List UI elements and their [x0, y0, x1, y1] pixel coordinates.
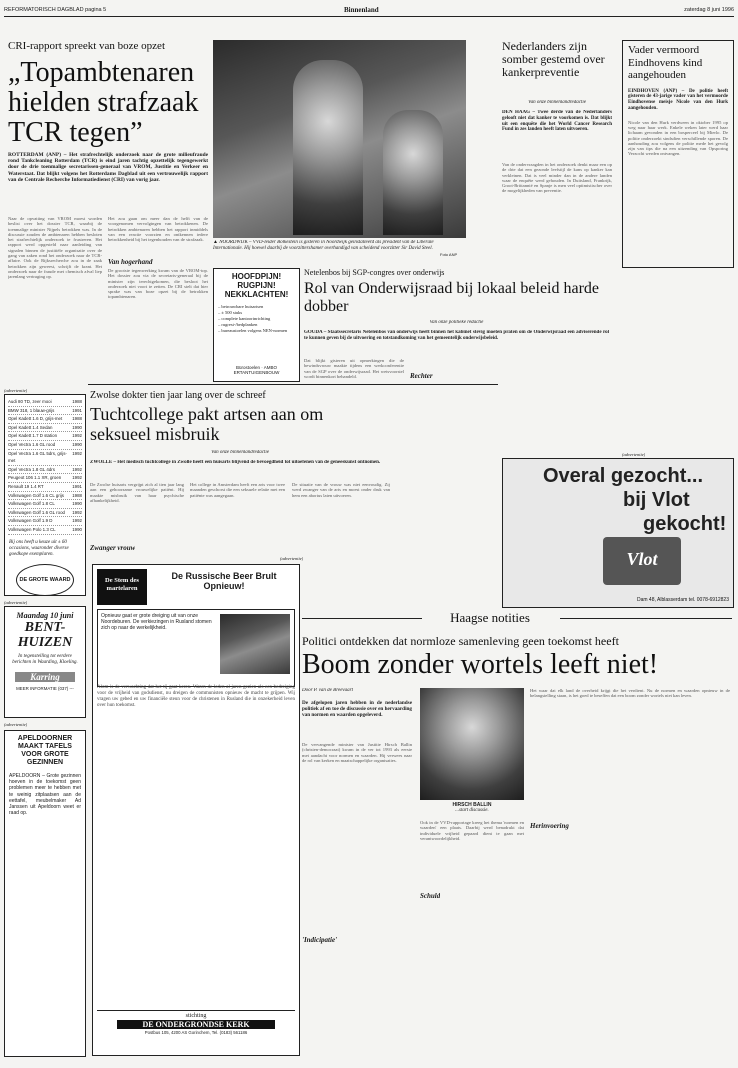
list-item: Opel Kadett 1.4 Sedan 1990	[8, 424, 82, 433]
stem-footer	[97, 1010, 295, 1051]
header-right: zaterdag 8 juni 1996	[684, 7, 734, 13]
advert-label-bent: (advertentie)	[4, 600, 28, 605]
list-item: Volkswagen Golf 1.6 CL grijs 1988	[8, 492, 82, 501]
list-item: BMW 318, 1 blauw-grijs 1991	[8, 407, 82, 416]
boom-body-col2: Ook in de VVD-rapportage kreeg het thema 'normen en waarden' een plaats. Daarbij werd benadrukt dat individuele vrijheid gepaard dient te gaan met verantwoordelijkheid.	[420, 820, 524, 841]
boom-body-col1: De vervangende minister van Justitie Hirsch Ballin (christen-democraat) kwam in de ver tot 1993 als eerste met aandacht voor normen en waarden. Hij verwees naar de rol van kerken en maatschappelijke organisaties.	[302, 742, 412, 763]
list-item: Opel Vectra 1.6 GL rood 1990	[8, 441, 82, 450]
lead-body-col2	[108, 216, 208, 256]
header-left: REFORMATORISCH DAGBLAD pagina 5	[4, 7, 107, 13]
list-item: Volkswagen Golf 1.9 D 1992	[8, 517, 82, 526]
stem-title: De Russische Beer Brult Opnieuw!	[171, 571, 277, 591]
bent-footer: MEER INFORMATIE (037) ---	[16, 686, 74, 691]
boom-caption	[420, 802, 524, 813]
apeldoorner-text: APELDOORN – Grote gezinnen hoeven in de toekomst geen problemen meer te hebben met te weinig zitplaatsen aan de eettafel, meubelmaker Ad Janssen uit Apeldoorn weet er raad op.	[9, 773, 81, 817]
boom-subhead-3: Herinvoering	[530, 822, 569, 830]
boom-kicker: Politici ontdekken dat normloze samenleving geen toekomst heeft	[302, 634, 619, 648]
vader-lead: EINDHOVEN (ANP) – De politie heeft gisteren de 43-jarige vader van het vermoorde Eindhovense meisje Nicole van den Hurk aangehouden.	[628, 88, 728, 111]
tucht-kicker: Zwolse dokter tien jaar lang over de schreef	[90, 390, 266, 401]
stem-footer-addr: Postbus 105, 4200 AS Gorinchem, Tel. (0183) 561186	[144, 1030, 248, 1035]
ad-overal-line2: bij Vlot	[623, 489, 690, 511]
ad-overal-gezocht	[502, 458, 734, 608]
stem-footer-org: stichting	[185, 1013, 207, 1019]
tucht-lead: ZWOLLE – Het medisch tuchtcollege in Zwolle heeft een huisarts blijvend de bevoegdheid tot uitoefenen van de geneeskunst ontnomen.	[90, 460, 381, 465]
lead-kicker: CRI-rapport spreekt van boze opzet	[8, 40, 165, 52]
bent-text: In tegenstelling tot eerdere berichten in Waarding, Kloeling.	[12, 654, 78, 665]
ad-overal-line1: Overal gezocht...	[543, 465, 704, 487]
list-item: Opel Vectra 1.6 GL 5drs, grijs-met 1992	[8, 450, 82, 466]
stem-tag	[97, 569, 147, 605]
ad-hoofdpijn-line: – betrouwbare huisartsen	[218, 304, 264, 309]
apeldoorner-headline: APELDOORNER MAAKT TAFELS VOOR GROTE GEZINNEN	[17, 735, 73, 766]
list-item: Renault 19 1.4 RT 1991	[8, 483, 82, 492]
lead-body-text: De grootste tegenwerking kwam van de VROM-top. Het dossier zou via de secretaris-generaal bij de minister zijn terechtgekomen, die besloot het onderzoek niet voort te zetten. De CRI stelt dat hier sprake was van boze opzet bij de betrokken topambtenaren.	[108, 268, 208, 300]
photo-figure	[383, 110, 443, 235]
bent-date: Maandag 10 juni	[16, 611, 74, 620]
occasion-note: Bij ons heeft u keuze uit ± 60 occasions, waaronder diverse goedkope exemplaren.	[9, 539, 69, 557]
boom-subhead-1: 'Indicipatie'	[302, 936, 337, 944]
vader-body: Nicole van den Hurk verdween in oktober 1995 op weg naar haar werk. Enkele weken later werd haar lichaam gevonden in een bosperceel bij Mierlo. De politie onderzoekt sindsdien verschillende sporen. De aanhouding zou volgens de politie mede het gevolg zijn van tips die na een uitzending van Opsporing Verzocht werden ontvangen.	[628, 119, 728, 157]
hirsch-ballin-photo	[420, 688, 524, 800]
vlot-package	[603, 537, 681, 585]
dealer-logo	[16, 564, 74, 596]
netelenbos-subhead: Rechter	[410, 372, 433, 380]
list-item: Opel Kadett 1.6 D, grijs-met 1988	[8, 415, 82, 424]
advert-label-overal: (advertentie)	[622, 452, 646, 457]
nederlanders-body: Van de ondervraagden in het onderzoek denkt maar een op de drie dat een gezonde leefstijl de kans op kanker kan verkleinen. Dat is veel minder dan in de andere landen waar de enquête werd gehouden. In Duitsland, Frankrijk, Groot-Brittannië en Spanje is men veel optimistischer over de mogelijkheden van preventie.	[502, 162, 612, 194]
apeldoorner-box	[4, 730, 86, 1057]
lead-body-col3	[108, 268, 208, 316]
bent-brand: Karring	[15, 672, 75, 682]
list-item: Opel Vectra 1.8 GL 4drs 1992	[8, 466, 82, 475]
tucht-byline: Van onze binnenlandredactie	[211, 450, 269, 455]
stem-footer-name: DE ONDERGRONDSE KERK	[117, 1020, 275, 1029]
dealer-name: DE GROTE WAARD	[19, 576, 71, 583]
ad-hoofdpijn-line: – complete kantoorinrichting	[218, 316, 271, 321]
lead-intro: ROTTERDAM (ANP) – Het strafrechtelijk onderzoek naar de grote milieufraude rond Tankcleaning Rotterdam (TCR) is eind jaren tachtig opzettelijk tegengewerkt door de drie toenmalige secretarissen-generaal van VROM, Justitie en Verkeer en Waterstaat. Dat blijkt volgens het Rotterdams Dagblad uit een vertrouwelijk rapport van de Centrale Recherche Informatiedienst (CRI) van vorig jaar.	[8, 152, 208, 183]
boom-subhead-2: Schuld	[420, 892, 441, 900]
lead-body-col1	[8, 216, 102, 316]
stem-body: Opnieuw gaat er grote dreiging uit van onze Noordeburen. De verkiezingen in Rusland stomen zich op naar de werkelijkheid.	[101, 613, 212, 631]
photo-caption: ▲ NOORDWIJK – VVD-leider Bolkestein is gisteren in Noordwijk geïnstalleerd als president van de Liberale Internationale. Hij hoewel daarbij de voorzittershamer overhandigd van scheidend voorzitter Sir David Steel.	[213, 240, 434, 251]
bent-title: BENT-HUIZEN	[17, 620, 73, 650]
list-item: Volkswagen Golf 1.8 CL 1990	[8, 500, 82, 509]
ad-occasions	[4, 394, 86, 596]
haagse-rule-left	[302, 618, 422, 619]
advert-label-apeld: (advertentie)	[4, 722, 28, 727]
list-item: Volkswagen Golf 1.6 GL rood 1992	[8, 509, 82, 518]
ad-hoofdpijn-footer: Bürostoelen · AMBO ERTANTUIGENBOUW	[233, 365, 280, 375]
haagse-label: Haagse notities	[450, 610, 530, 625]
nederlanders-headline: Nederlanders zijn somber gestemd over kankerpreventie	[502, 40, 605, 79]
boom-headline: Boom zonder wortels leeft niet!	[302, 650, 659, 680]
list-item: Opel Kadett 1.7 D station 1992	[8, 432, 82, 441]
lead-body-text: Het zou gaan om meer dan de helft van de voorgenomen vervolgingen van betrokkenen. De betrokken ambtenaren hebben het rapport inmiddels van een reactie voorzien en ontkennen iedere betrokkenheid bij het tegenhouden van de strafzaak.	[108, 216, 208, 243]
ad-hoofdpijn-line: – bureaustoelen volgens NEN-normen	[218, 328, 288, 333]
netelenbos-lead: GOUDA – Staatssecretaris Netelenbos van onderwijs heeft binnen het kabinet stevig moeten praten om de Onderwijsraad een adviserende rol te kunnen geven bij de uitvoering en totstandkoming van het gemeentelijk onderwijsbeleid.	[304, 330, 609, 341]
list-item: Audi 80 TD, zeer mooi 1988	[8, 398, 82, 407]
ad-hoofdpijn-line: – rugrest-/bedplanken	[218, 322, 258, 327]
tucht-subhead: Zwanger vrouw	[90, 544, 136, 552]
tucht-top-rule	[88, 384, 498, 385]
ad-overal-footer: Dam 48, Alblasserdam tel. 0078-6912823	[636, 597, 729, 603]
boom-caption-name: HIRSCH BALLIN	[452, 802, 492, 808]
tucht-headline: Tuchtcollege pakt artsen aan om seksueel misbruik	[90, 404, 324, 444]
lead-body-text: Naar de opvatting van VROM moest worden beslist over het dossier TCR, waarbij de toenmalige minister Nijpels betrokken was. In de discussie zouden de ambtenaren hebben besloten het strafrechtelijk onderzoek te frustreren. Het rapport werd opgesteld naar aanleiding van signalen binnen de justitiële organisatie over de gang van zaken rond het onderzoek naar de TCR-affaire. Ook de Rijksrecherche zou in de zaak betrokken zijn geweest, schrijft de krant. Het onderzoek naar de fraude met chemisch afval liep jarenlang vertraging op.	[8, 216, 102, 280]
boom-byline: Door P. van de Breevaart	[302, 688, 353, 693]
vader-headline: Vader vermoord Eindhovens kind aangehouden	[628, 44, 703, 81]
bolkestein-photo	[213, 40, 466, 238]
boom-lead: De afgelopen jaren hebben in de nederlandse politiek af en toe de discussie over en hervaarding van normen en waarden opgeleverd.	[302, 700, 412, 718]
ad-de-stem	[92, 564, 300, 1056]
dealer-address	[5, 596, 85, 597]
netelenbos-byline: Van onze politieke redactie	[429, 320, 484, 325]
list-item: Peugeot 106 1.1 XR, groen 1992	[8, 474, 82, 483]
tucht-body-col3: De situatie van de vrouw was niet eenvoudig. Zij werd zwanger van de arts en moest onder druk van hem een abortus laten uitvoeren.	[292, 482, 390, 498]
photo-figure	[293, 60, 363, 235]
ad-hoofdpijn-lines	[214, 302, 299, 336]
tucht-body-col1: De Zwolse huisarts vergrijpt zich al tien jaar lang aan een gehoorzame vrouwelijke patiënt. Hij maakte misbruik van haar psychische afhankelijkheid.	[90, 482, 184, 503]
ad-bent-huizen	[4, 606, 86, 718]
ad-overal-line3: gekocht!	[643, 513, 727, 535]
page-header	[4, 6, 734, 16]
stem-photo	[220, 614, 290, 674]
netelenbos-kicker: Netelenbos bij SGP-congres over onderwijs	[304, 268, 445, 277]
tucht-body-col2: Het college in Amsterdam heeft een arts voor twee maanden geschorst die een seksuele relatie met een patiënte was aangegaan.	[190, 482, 285, 498]
lead-subhead: Van hogerhand	[108, 258, 153, 266]
netelenbos-headline: Rol van Onderwijsraad bij lokaal beleid harde dobber	[304, 280, 600, 315]
haagse-rule-right	[560, 618, 732, 619]
header-center: Binnenland	[344, 6, 379, 14]
boom-body-col3: Het waar dat elk land de overheid krijgt die het verdient. Nu de normen en waarden opnieuw in de belangstelling staan, is het goed te beseffen dat een boom zonder wortels niet kan leven.	[530, 688, 730, 699]
ad-hoofdpijn	[213, 268, 300, 382]
photo-credit: Foto ANP	[440, 252, 458, 257]
boom-caption-text: ...start discussie.	[455, 808, 489, 813]
vlot-brand: Vlot	[626, 549, 658, 569]
stem-tag-text: De Stem des martelaren	[105, 577, 139, 592]
vader-box	[622, 40, 734, 268]
occasion-list	[5, 395, 85, 538]
ad-hoofdpijn-title: HOOFDPIJN! RUGPIJN! NEKKLACHTEN!	[224, 272, 289, 299]
advert-label-stem: (advertentie)	[280, 556, 304, 561]
list-item: Volkswagen Polo 1.3 CL 1990	[8, 526, 82, 535]
lead-headline: „Topambtenaren hielden strafzaak TCR tegen”	[8, 58, 199, 148]
header-rule	[4, 16, 734, 17]
nederlanders-byline: Van onze binnenlandredactie	[528, 100, 586, 105]
stem-text: Alom is de verwachting dat het tij gaat keren. Waren de leden al jaren gezien als een bedreiging voor de vrijheid van godsdienst, nu dreigen de communisten opnieuw de macht te grijpen. Wij vragen uw gebed en uw financiële steun voor de christenen in Rusland die in onzekerheid leven over hun toekomst.	[97, 685, 295, 708]
advert-label-listings: (advertentie)	[4, 388, 28, 393]
stem-body-box	[97, 609, 295, 687]
netelenbos-body: Dat blijkt gisteren uit opmerkingen die de bewindsvrouw maakte tijdens een werkconferentie van de SGP over de onderwijsraad. Het wetsvoorstel wordt binnenkort behandeld.	[304, 358, 404, 379]
nederlanders-lead: DEN HAAG – Twee derde van de Nederlanders gelooft niet dat kanker te voorkomen is. Dat blijkt uit een enquête die het World Cancer Research Fund in zes landen heeft laten uitvoeren.	[502, 110, 612, 133]
ad-hoofdpijn-line: – ± 500 stuks	[218, 310, 243, 315]
